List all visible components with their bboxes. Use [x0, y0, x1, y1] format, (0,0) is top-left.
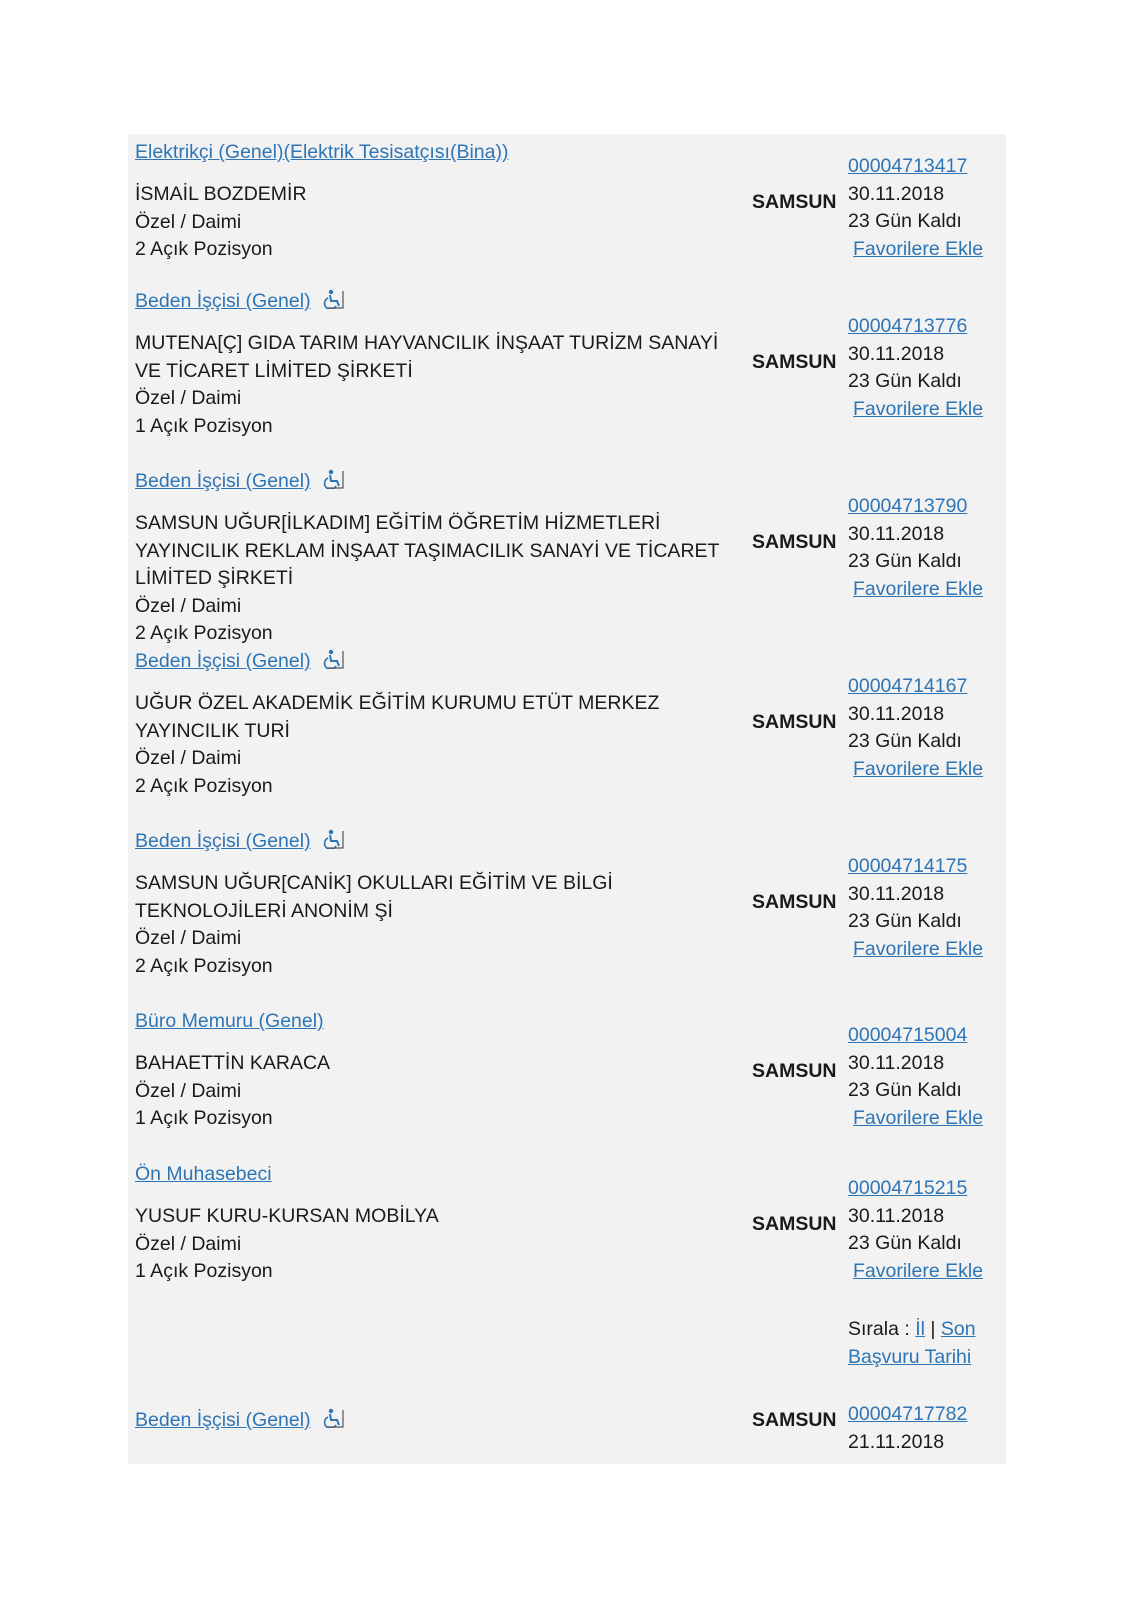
city-label: SAMSUN: [752, 531, 837, 553]
sort-by-deadline-link[interactable]: Son: [940, 1318, 976, 1340]
employment-type: Özel / Daimi: [135, 210, 242, 233]
listing-id-link[interactable]: 00004717782: [848, 1403, 968, 1425]
employment-type: Özel / Daimi: [135, 594, 242, 617]
city-label: SAMSUN: [752, 1060, 837, 1082]
add-to-favorites-link[interactable]: Favorilere Ekle: [853, 577, 984, 600]
listing-id-link[interactable]: 00004713776: [848, 315, 968, 337]
company-name: MUTENA[Ç] GIDA TARIM HAYVANCILIK İNŞAAT TURİZM SANAYİ VE TİCARET LİMİTED ŞİRKETİ: [135, 332, 719, 382]
add-to-favorites-link[interactable]: Favorilere Ekle: [853, 237, 984, 260]
days-remaining: 23 Gün Kaldı: [848, 730, 962, 752]
job-title-link[interactable]: Beden İşçisi (Genel): [135, 470, 311, 492]
listing-info: [848, 493, 998, 603]
add-to-favorites-link[interactable]: Favorilere Ekle: [853, 1106, 984, 1129]
listing-id-link[interactable]: 00004713790: [848, 495, 968, 517]
open-positions: 2 Açık Pozisyon: [135, 622, 273, 644]
employment-type: Özel / Daimi: [135, 927, 242, 949]
sort-label: Sırala :: [848, 1318, 910, 1340]
days-remaining: 23 Gün Kaldı: [848, 1232, 962, 1254]
city-label: SAMSUN: [752, 1409, 837, 1431]
listing-id-link[interactable]: 00004714167: [848, 675, 968, 697]
add-to-favorites-link[interactable]: Favorilere Ekle: [853, 937, 984, 960]
add-to-favorites-link[interactable]: Favorilere Ekle: [853, 1259, 984, 1282]
company-name: SAMSUN UĞUR[İLKADIM] EĞİTİM ÖĞRETİM HİZMETLERİ YAYINCILIK REKLAM İNŞAAT TAŞIMACILIK SANAYİ VE TİCARET LİMİTED ŞİRKETİ: [135, 512, 720, 589]
add-to-favorites-link[interactable]: Favorilere Ekle: [853, 397, 984, 420]
job-title-link[interactable]: Büro Memuru (Genel): [135, 1010, 324, 1032]
listing-info: [848, 1022, 998, 1132]
listing-id-link[interactable]: 00004714175: [848, 855, 968, 877]
deadline-date: 30.11.2018: [848, 182, 945, 205]
job-title-link[interactable]: Beden İşçisi (Genel): [135, 290, 311, 312]
open-positions: 1 Açık Pozisyon: [135, 1260, 273, 1282]
days-remaining: 23 Gün Kaldı: [848, 370, 962, 392]
open-positions: 2 Açık Pozisyon: [135, 954, 273, 977]
job-title-link[interactable]: Beden İşçisi (Genel): [135, 1409, 311, 1431]
wheelchair-icon: [323, 649, 345, 669]
listing-details: [135, 829, 725, 980]
job-title-link[interactable]: Elektrikçi (Genel)(Elektrik Tesisatçısı(Bina)): [135, 141, 509, 163]
days-remaining: 23 Gün Kaldı: [848, 210, 962, 232]
open-positions: 2 Açık Pozisyon: [135, 774, 273, 797]
deadline-date: 30.11.2018: [848, 1204, 945, 1227]
listing-details: [135, 1162, 725, 1286]
sort-separator: |: [930, 1318, 936, 1340]
listing-info: [848, 673, 998, 783]
deadline-date: 30.11.2018: [848, 882, 945, 905]
wheelchair-icon: [323, 289, 345, 309]
listing-details: [135, 140, 725, 264]
days-remaining: 23 Gün Kaldı: [848, 550, 962, 572]
employment-type: Özel / Daimi: [135, 1232, 242, 1255]
sort-by-deadline-link-cont[interactable]: Başvuru Tarihi: [848, 1345, 972, 1368]
listing-id-link[interactable]: 00004715004: [848, 1024, 968, 1046]
company-name: SAMSUN UĞUR[CANİK] OKULLARI EĞİTİM VE BİLGİ TEKNOLOJİLERİ ANONİM Şİ: [135, 872, 613, 922]
listing-id-link[interactable]: 00004715215: [848, 1177, 968, 1199]
job-title-link[interactable]: Beden İşçisi (Genel): [135, 650, 311, 672]
job-title-link[interactable]: Ön Muhasebeci: [135, 1163, 272, 1185]
listing-details: [135, 1009, 725, 1133]
open-positions: 1 Açık Pozisyon: [135, 1107, 273, 1129]
deadline-date: 30.11.2018: [848, 702, 945, 725]
add-to-favorites-link[interactable]: Favorilere Ekle: [853, 757, 984, 780]
company-name: İSMAİL BOZDEMİR: [135, 183, 307, 205]
city-label: SAMSUN: [752, 1213, 837, 1235]
listing-info: [848, 853, 998, 963]
deadline-date: 30.11.2018: [848, 522, 945, 545]
open-positions: 2 Açık Pozisyon: [135, 238, 273, 260]
listing-info: [848, 1401, 998, 1456]
job-listings-panel: [128, 134, 1006, 1464]
deadline-date: 21.11.2018: [848, 1430, 945, 1453]
employment-type: Özel / Daimi: [135, 387, 242, 409]
company-name: UĞUR ÖZEL AKADEMİK EĞİTİM KURUMU ETÜT MERKEZ YAYINCILIK TURİ: [135, 692, 660, 742]
city-label: SAMSUN: [752, 891, 837, 913]
sort-controls: [848, 1316, 998, 1371]
city-label: SAMSUN: [752, 351, 837, 373]
company-name: YUSUF KURU-KURSAN MOBİLYA: [135, 1205, 439, 1227]
deadline-date: 30.11.2018: [848, 1051, 945, 1074]
job-title-link[interactable]: Beden İşçisi (Genel): [135, 830, 311, 852]
wheelchair-icon: [323, 469, 345, 489]
company-name: BAHAETTİN KARACA: [135, 1052, 331, 1074]
listing-details: [135, 289, 725, 440]
wheelchair-icon: [323, 829, 345, 849]
employment-type: Özel / Daimi: [135, 1079, 242, 1102]
listing-info: [848, 1175, 998, 1285]
sort-by-city-link[interactable]: İl: [915, 1318, 925, 1340]
city-label: SAMSUN: [752, 191, 837, 213]
listing-id-link[interactable]: 00004713417: [848, 155, 968, 177]
listing-details: [135, 1408, 725, 1432]
days-remaining: 23 Gün Kaldı: [848, 910, 962, 932]
open-positions: 1 Açık Pozisyon: [135, 414, 273, 437]
listing-details: [135, 469, 725, 648]
listing-details: [135, 649, 725, 800]
city-label: SAMSUN: [752, 711, 837, 733]
employment-type: Özel / Daimi: [135, 747, 242, 769]
deadline-date: 30.11.2018: [848, 342, 945, 365]
listing-info: [848, 153, 998, 263]
days-remaining: 23 Gün Kaldı: [848, 1079, 962, 1101]
listing-info: [848, 313, 998, 423]
wheelchair-icon: [323, 1408, 345, 1428]
